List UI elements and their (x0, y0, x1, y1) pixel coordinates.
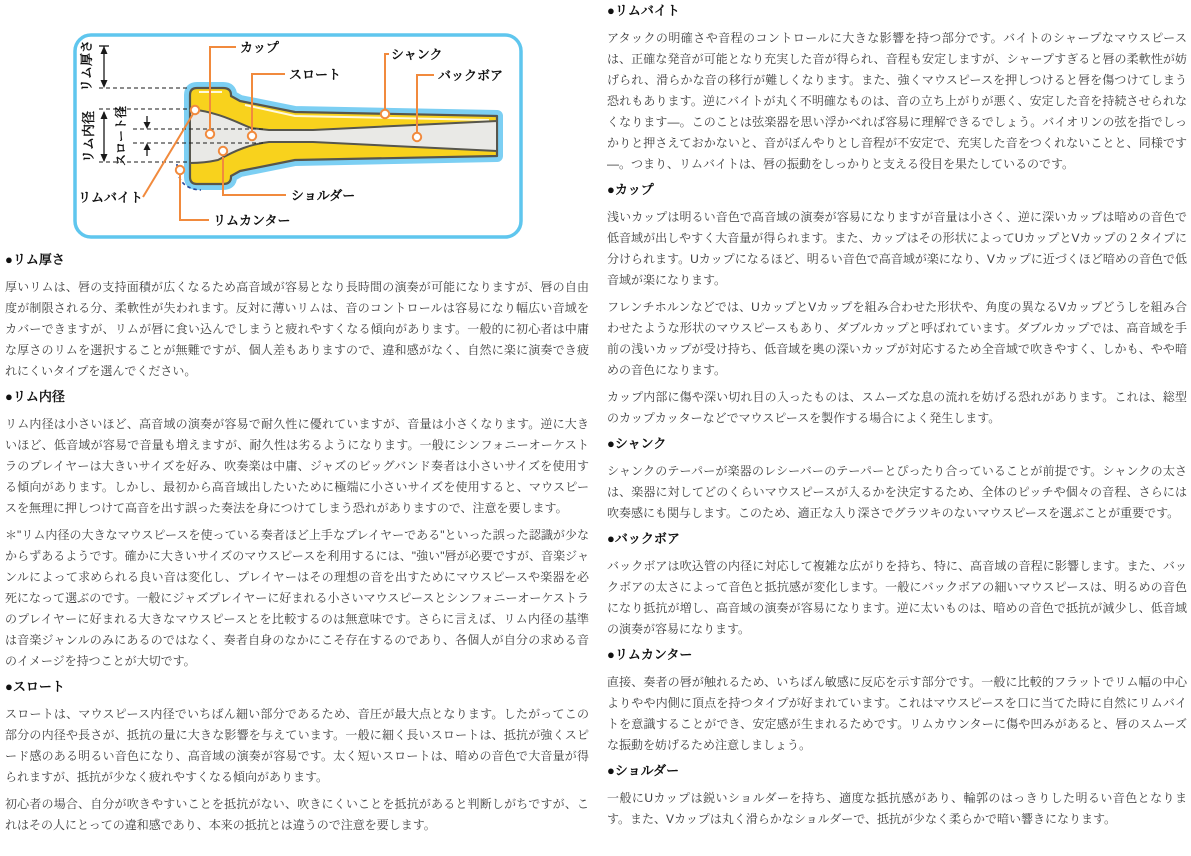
section-paragraph: 一般にUカップは鋭いショルダーを持ち、適度な抵抗感があり、輪郭のはっきりした明るい音色となります。また、Vカップは丸く滑らかなショルダーで、抵抗が少なく柔らかで暗い響きになります。 (607, 791, 1187, 826)
section-heading: ●リムカンター (607, 647, 693, 662)
label-shoulder: ショルダー (291, 188, 356, 203)
section-paragraph: スロートは、マウスピース内径でいちばん細い部分であるため、音圧が最大点となります。したがってこの部分の内径や長さが、抵抗の量に大きな影響を与えています。一般に細く長いスロートは、抵抗が強くスピード感のある明るい音色になり、高音域の演奏が容易です。太く短いスロートは、暗めの音色で大音量が得られますが、抵抗が少なく疲れやすくなる傾向があります。 (5, 707, 589, 784)
section-paragraph: バックボアは吹込管の内径に対応して複雑な広がりを持ち、特に、高音域の音程に影響します。また、バックボアの太さによって音色と抵抗感が変化します。一般にバックボアの細いマウスピースは、明るめの音色になり抵抗が増し、高音域の演奏が容易になります。逆に太いものは、暗めの音色で抵抗が減少し、低音域の演奏が容易になります。 (607, 559, 1187, 636)
section-paragraph: シャンクのテーパーが楽器のレシーバーのテーパーとぴったり合っていることが前提です。シャンクの太さは、楽器に対してどのくらいマウスピースが入るかを決定するため、全体のピッチや個々の音程、さらには吹奏感にも関与します。このため、適正な入り深さでグラツキのないマウスピースを選ぶことが重要です。 (607, 464, 1187, 520)
section-paragraph: 初心者の場合、自分が吹きやすいことを抵抗がない、吹きにくいことを抵抗があると判断しがちですが、これはその人にとっての違和感であり、本来の抵抗とは違うので注意を要します。 (5, 797, 589, 832)
section-shank (607, 435, 1187, 524)
section-heading: ●シャンク (607, 436, 667, 451)
section-paragraph: リム内径は小さいほど、高音域の演奏が容易で耐久性に優れていますが、音量は小さくなります。逆に大きいほど、低音域が容易で音量も増えますが、耐久性は劣るようになります。一般にシンフォニーオーケストラのプレイヤーは大きいサイズを好み、吹奏楽は中庸、ジャズのビッグバンド奏者は小さいサイズを使用する傾向があります。しかし、最初から高音域出したいために極端に小さいサイズを使用すると、マウスピースを無理に押しつけて高音を出す誤った奏法を身につけてしまう恐れがありますので、注意を要します。 (5, 417, 589, 515)
label-cup: カップ (240, 40, 279, 55)
section-throat (5, 678, 589, 836)
section-heading: ●ショルダー (607, 763, 680, 778)
section-shoulder (607, 762, 1187, 830)
section-cup (607, 181, 1187, 429)
label-backbore: バックボア (438, 68, 504, 83)
label-rim-inner-diameter: リム内径 (81, 110, 96, 164)
section-heading: ●スロート (5, 679, 65, 694)
section-rim-thickness (5, 251, 589, 382)
section-backbore (607, 530, 1187, 640)
section-paragraph: カップ内部に傷や深い切れ目の入ったものは、スムーズな息の流れを妨げる恐れがあります。これは、総型のカップカッターなどでマウスピースを製作する場合によく発生します。 (607, 390, 1187, 425)
right-column (607, 2, 1187, 836)
section-paragraph: ＊"リム内径の大きなマウスピースを使っている奏者ほど上手なプレイヤーである"といった誤った認識が少なからずあるようです。確かに大きいサイズのマウスピースを利用するには、"強い"唇が必要ですが、音楽ジャンルによって求められる良い音は変化し、プレイヤーはその理想の音を出すためにマウスピースや楽器を必死になって選ぶのです。一般にジャズプレイヤーに好まれる小さいマウスピースとシンフォニーオーケストラのプレイヤーに好まれる大きなマウスピースとを比較するのは無意味です。さらに言えば、リム内径の基準は音楽ジャンルのみにあるのではなく、奏者自身のなかにこそ存在するのであり、各個人が自分の求める音のイメージを持つことが大切です。 (5, 528, 589, 668)
section-paragraph: 直接、奏者の唇が触れるため、いちばん敏感に反応を示す部分です。一般に比較的フラットでリム幅の中心よりやや内側に頂点を持つタイプが好まれています。これはマウスピースを口に当てた時に自然にリムバイトを意識することができ、安定感が生まれるためです。リムカウンターに傷や凹みがあると、唇のスムーズな振動を妨げるため注意しましょう。 (607, 675, 1187, 752)
label-rim-counter: リムカンター (213, 213, 291, 228)
label-rim-bite: リムバイト (78, 190, 144, 205)
section-paragraph: アタックの明確さや音程のコントロールに大きな影響を持つ部分です。バイトのシャープなマウスピースは、正確な発音が可能となり充実した音が得られ、音程も安定しますが、シャープすぎると唇の柔軟性が妨げられ、滑らかな音の移行が難しくなります。また、強くマウスピースを押しつけると唇を傷つけてしまう恐れもあります。逆にバイトが丸く不明確なものは、音の立ち上がりが悪く、安定した音を持続させられなくなります―。このことは弦楽器を思い浮かべれば容易に理解できるでしょう。バイオリンの弦を指でしっかりと押さえておかないと、音がぼんやりとし音程が不安定で、充実した音をつくれないことと、同様です―。つまり、リムバイトは、唇の振動をしっかりと支える役目を果たしているのです。 (607, 31, 1187, 171)
section-rim-counter (607, 646, 1187, 756)
section-paragraph: フレンチホルンなどでは、UカップとVカップを組み合わせた形状や、角度の異なるVカップどうしを組み合わせたような形状のマウスピースもあり、ダブルカップと呼ばれています。ダブルカップでは、高音域を手前の浅いカップが受け持ち、低音域を奥の深いカップが対応するため全音域で吹きやすく、しかも、やや暗めの音色になります。 (607, 300, 1187, 377)
section-paragraph: 厚いリムは、唇の支持面積が広くなるため高音域が容易となり長時間の演奏が可能になりますが、唇の自由度が制限される分、柔軟性が失われます。反対に薄いリムは、音のコントロールは容易になり幅広い音域をカバーできますが、リムが唇に食い込んでしまうと疲れやすくなる傾向があります。一般的に初心者は中庸な厚さのリムを選択することが無難ですが、個人差もありますので、違和感がなく、自然に楽に演奏でき疲れにくいタイプを選んでください。 (5, 280, 589, 378)
section-heading: ●リム内径 (5, 389, 65, 404)
mouthpiece-cross-section-figure (73, 33, 523, 239)
label-throat-diameter: スロート径 (114, 105, 128, 167)
section-heading: ●リム厚さ (5, 252, 65, 267)
label-rim-thickness: リム厚さ (79, 39, 94, 93)
section-rim-inner-diameter (5, 388, 589, 672)
section-heading: ●バックボア (607, 531, 680, 546)
section-heading: ●カップ (607, 182, 654, 197)
section-heading: ●リムバイト (607, 3, 680, 18)
label-shank: シャンク (391, 47, 443, 62)
mouthpiece-diagram (73, 33, 523, 239)
label-throat: スロート (289, 67, 342, 82)
section-rim-bite (607, 2, 1187, 175)
left-column (5, 0, 589, 842)
section-paragraph: 浅いカップは明るい音色で高音域の演奏が容易になりますが音量は小さく、逆に深いカップは暗めの音色で低音域が出しやすく大音量が得られます。また、カップはその形状によってUカップとVカップの２タイプに分けられます。Uカップになるほど、明るい音色で高音域が楽になり、Vカップに近づくほど暗めの音色で低音域が楽になります。 (607, 210, 1187, 287)
